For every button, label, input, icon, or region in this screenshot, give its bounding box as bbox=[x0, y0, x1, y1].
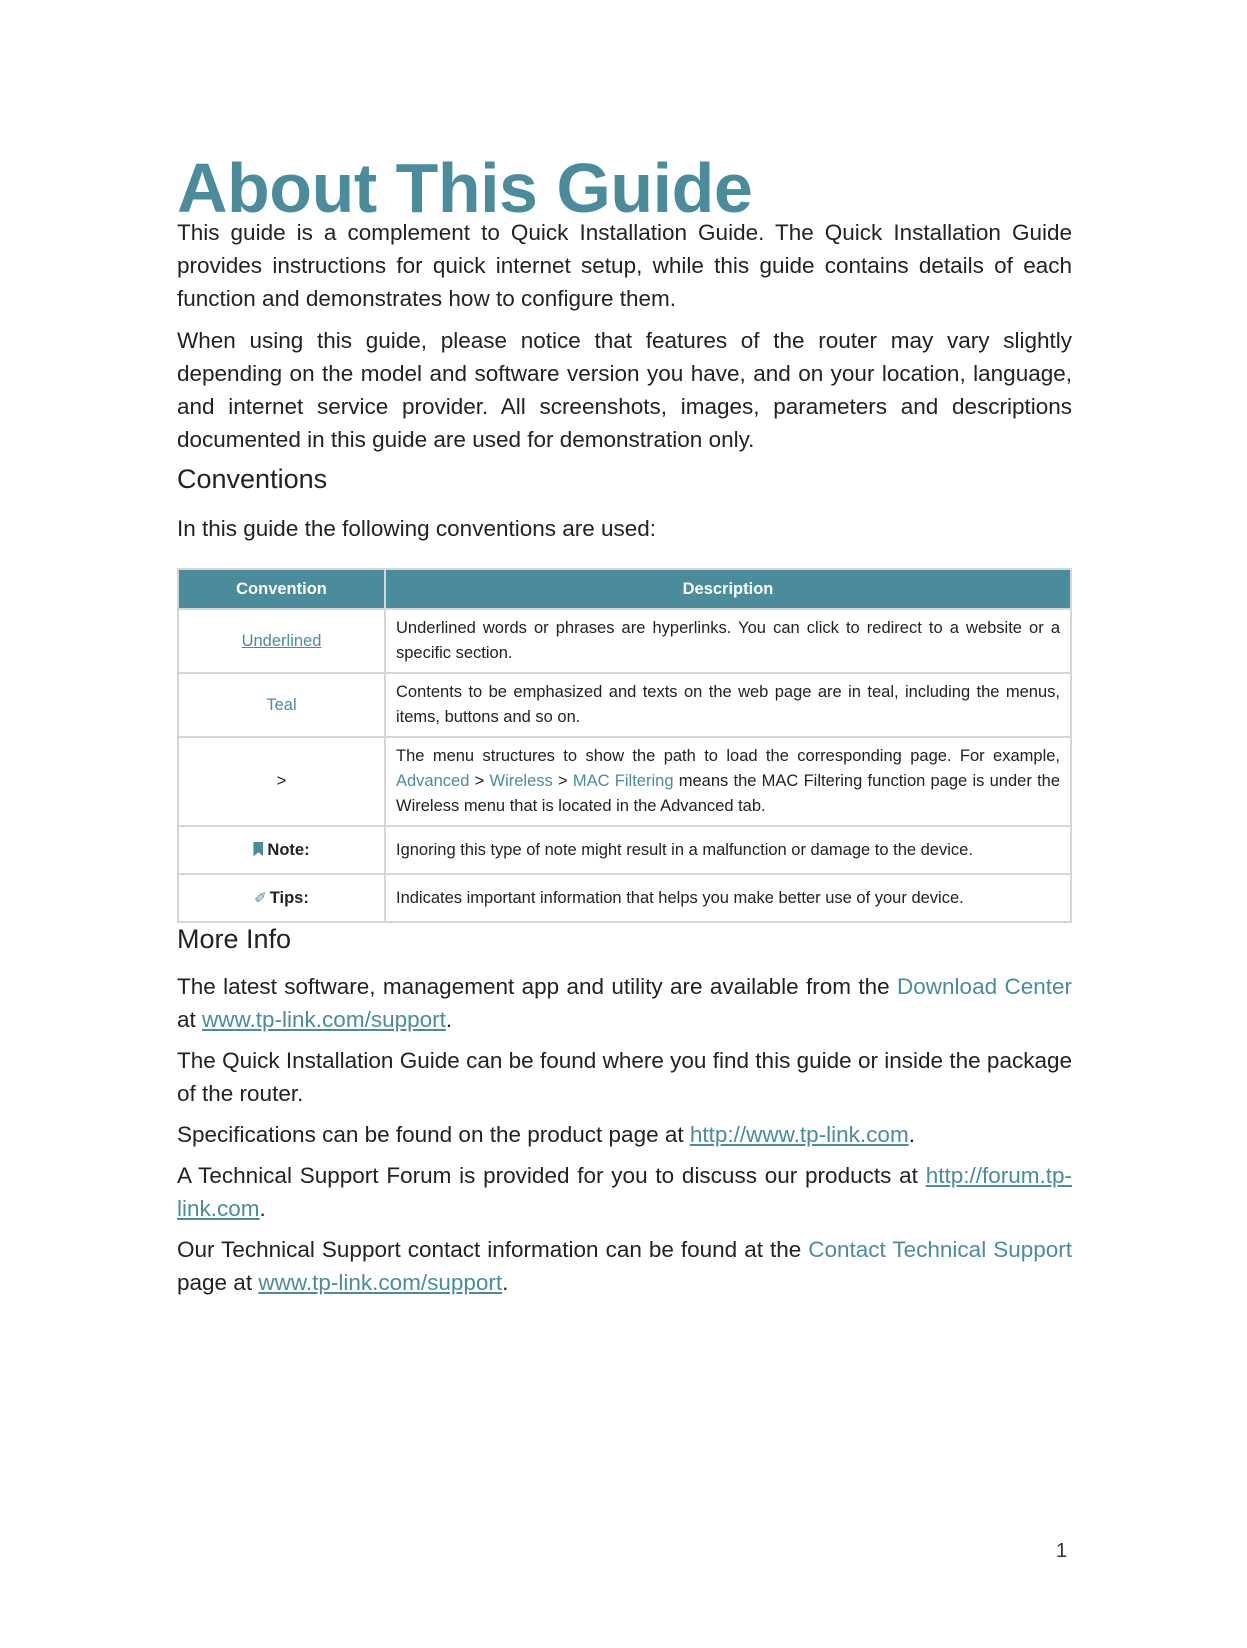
text: page at bbox=[177, 1270, 259, 1295]
menu-path-advanced: Advanced bbox=[396, 772, 470, 790]
note-label: Note: bbox=[267, 840, 310, 859]
intro-paragraph-2: When using this guide, please notice that features of the router may vary slightly depending on the model and software version you have, and on your location, language, and internet service provider. All screenshots, images, parameters and descriptions documented in this guide are used for demonstration only. bbox=[177, 328, 1072, 452]
description-cell: Indicates important information that helps you make better use of your device. bbox=[385, 874, 1071, 922]
path-separator: > bbox=[552, 772, 573, 790]
download-center-label: Download Center bbox=[897, 974, 1072, 999]
page-number: 1 bbox=[1056, 1540, 1068, 1562]
convention-cell bbox=[178, 826, 385, 874]
text: . bbox=[502, 1270, 509, 1295]
underlined-example-link[interactable]: Underlined bbox=[241, 631, 322, 650]
table-header-row bbox=[178, 569, 1071, 609]
menu-path-wireless: Wireless bbox=[489, 772, 553, 790]
text: Specifications can be found on the product page at bbox=[177, 1122, 690, 1147]
conventions-heading: Conventions bbox=[177, 464, 328, 494]
table-row bbox=[178, 673, 1071, 737]
more-info-paragraph-3 bbox=[177, 1118, 1072, 1151]
product-page-link[interactable]: http://www.tp-link.com bbox=[689, 1122, 909, 1147]
description-cell: Underlined words or phrases are hyperlinks. You can click to redirect to a website or a specific section. bbox=[385, 609, 1071, 673]
description-text: The menu structures to show the path to load the corresponding page. For example, bbox=[396, 747, 1060, 765]
description-text: means the MAC Filtering function page is under the Wireless menu that is located in the Advanced tab. bbox=[396, 772, 1061, 815]
conventions-table bbox=[177, 568, 1072, 923]
table-row bbox=[178, 826, 1071, 874]
support-link[interactable]: www.tp-link.com/support bbox=[202, 1007, 446, 1032]
more-info-heading: More Info bbox=[177, 924, 292, 954]
tips-label: Tips: bbox=[269, 888, 309, 907]
column-header-convention: Convention bbox=[178, 569, 385, 609]
description-cell: Ignoring this type of note might result in a malfunction or damage to the device. bbox=[385, 826, 1071, 874]
table-row bbox=[178, 874, 1071, 922]
description-cell: Contents to be emphasized and texts on the web page are in teal, including the menus, items, buttons and so on. bbox=[385, 673, 1071, 737]
more-info-paragraph-1 bbox=[177, 970, 1072, 1036]
intro-paragraph-1: This guide is a complement to Quick Installation Guide. The Quick Installation Guide provides instructions for quick internet setup, while this guide contains details of each function and demonstrates how to configure them. bbox=[177, 220, 1072, 311]
table-row bbox=[178, 609, 1071, 673]
text: A Technical Support Forum is provided for you to discuss our products at bbox=[177, 1163, 926, 1188]
path-separator: > bbox=[469, 772, 490, 790]
text: Our Technical Support contact information can be found at the bbox=[177, 1237, 809, 1262]
more-info-paragraph-2: The Quick Installation Guide can be found where you find this guide or inside the package of the router. bbox=[177, 1048, 1072, 1106]
menu-path-mac-filtering: MAC Filtering bbox=[572, 772, 674, 790]
text: . bbox=[445, 1007, 453, 1032]
text: The latest software, management app and utility are available from the bbox=[177, 974, 898, 999]
page-title: About This Guide bbox=[177, 149, 753, 227]
more-info-paragraph-4 bbox=[177, 1159, 1072, 1225]
bookmark-icon bbox=[253, 842, 263, 857]
description-cell bbox=[385, 737, 1071, 826]
convention-cell: > bbox=[178, 737, 385, 826]
contact-support-label: Contact Technical Support bbox=[808, 1237, 1072, 1262]
forum-link[interactable]: http://forum.tp-link.com bbox=[177, 1163, 1072, 1221]
text: . bbox=[259, 1196, 266, 1221]
convention-cell bbox=[178, 673, 385, 737]
teal-example: Teal bbox=[266, 695, 297, 714]
table-row bbox=[178, 737, 1071, 826]
more-info-paragraph-5 bbox=[177, 1233, 1072, 1299]
support-link[interactable]: www.tp-link.com/support bbox=[258, 1270, 503, 1295]
convention-cell bbox=[178, 874, 385, 922]
column-header-description: Description bbox=[385, 569, 1071, 609]
paperclip-icon: ✐ bbox=[254, 889, 267, 907]
conventions-lead: In this guide the following conventions are used: bbox=[177, 516, 657, 541]
convention-cell bbox=[178, 609, 385, 673]
text: at bbox=[177, 1007, 203, 1032]
text: . bbox=[908, 1122, 915, 1147]
